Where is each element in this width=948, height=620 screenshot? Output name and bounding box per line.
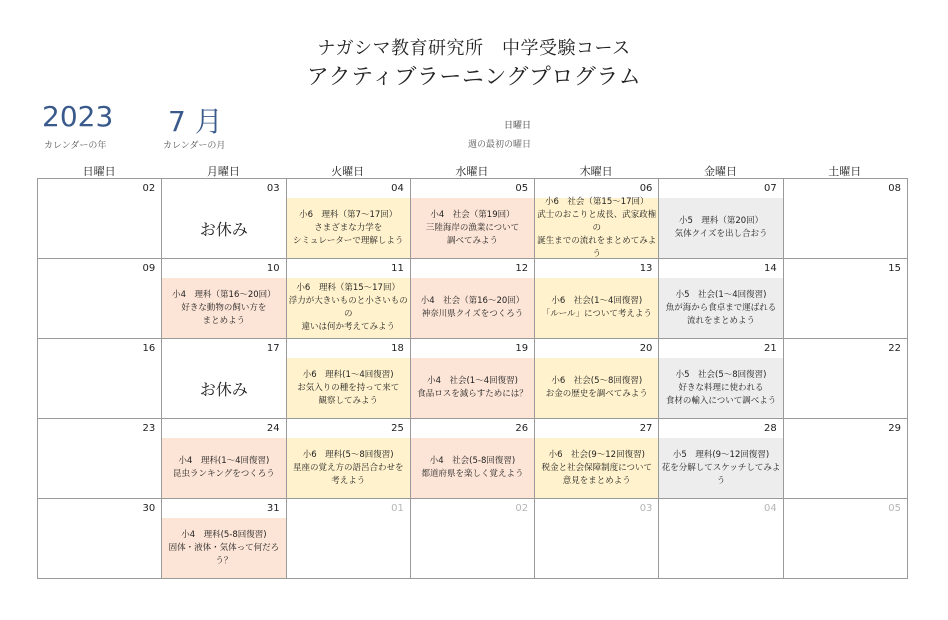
event-block bbox=[411, 278, 534, 338]
event-course: 小6 理科(1～4回復習) bbox=[302, 369, 394, 380]
day-number: 20 bbox=[639, 343, 653, 354]
day-cell[interactable] bbox=[287, 259, 411, 339]
day-number: 27 bbox=[639, 423, 653, 434]
event-description: 星座の覚え方の語呂合わせを bbox=[292, 462, 404, 473]
event-course: 小5 社会(5～8回復習) bbox=[675, 369, 767, 380]
day-number: 19 bbox=[515, 343, 529, 354]
event-description: 花を分解してスケッチしてみよう bbox=[661, 462, 781, 486]
event-description: 三陸海岸の漁業について bbox=[425, 222, 520, 233]
event-description: シミュレーターで理解しよう bbox=[293, 235, 404, 246]
event-block bbox=[162, 278, 285, 338]
day-cell[interactable] bbox=[162, 499, 286, 579]
day-number: 23 bbox=[142, 423, 156, 434]
event-description: 都道府県を楽しく覚えよう bbox=[421, 469, 524, 479]
event-description: まとめよう bbox=[202, 315, 246, 326]
event-block bbox=[162, 518, 285, 578]
day-cell[interactable] bbox=[659, 339, 783, 419]
event-course: 小6 理科（第15～17回） bbox=[296, 283, 400, 293]
event-description: お金の歴史を調べてみよう bbox=[545, 389, 648, 399]
day-number: 18 bbox=[391, 343, 404, 354]
day-cell[interactable] bbox=[162, 179, 286, 259]
day-cell[interactable] bbox=[535, 179, 659, 259]
day-number: 15 bbox=[888, 263, 901, 274]
day-number: 25 bbox=[391, 423, 404, 434]
day-cell[interactable] bbox=[287, 179, 411, 259]
day-cell[interactable] bbox=[659, 499, 783, 579]
event-block bbox=[287, 438, 410, 498]
holiday-label: お休み bbox=[199, 220, 248, 239]
event-block bbox=[659, 438, 782, 498]
day-cell[interactable] bbox=[38, 339, 162, 419]
day-number: 22 bbox=[888, 343, 901, 354]
event-block bbox=[659, 358, 782, 418]
day-number: 04 bbox=[391, 183, 404, 194]
day-number: 13 bbox=[639, 263, 653, 274]
day-number: 02 bbox=[142, 183, 156, 194]
program-subtitle: アクティブラーニングプログラム bbox=[306, 65, 642, 90]
calendar-month: 7 月 bbox=[168, 105, 223, 138]
event-block bbox=[411, 198, 534, 258]
event-course: 小4 社会(1～4回復習) bbox=[427, 376, 518, 386]
day-number: 24 bbox=[266, 423, 280, 434]
event-course: 小4 社会(5-8回復習) bbox=[429, 456, 516, 466]
day-number: 07 bbox=[763, 183, 777, 194]
day-number: 28 bbox=[763, 423, 777, 434]
weekday-wednesday: 水曜日 bbox=[455, 165, 489, 178]
day-cell[interactable] bbox=[38, 419, 162, 499]
day-cell[interactable] bbox=[535, 339, 659, 419]
event-block bbox=[535, 198, 658, 258]
event-block bbox=[659, 278, 782, 338]
day-number: 03 bbox=[266, 183, 280, 194]
event-description: 好きな動物の飼い方を bbox=[181, 302, 267, 313]
day-number: 16 bbox=[142, 343, 156, 354]
event-description: 固体・液体・気体って何だろう？ bbox=[168, 542, 280, 566]
event-description: 武士のおこりと成長、武家政権の bbox=[537, 209, 657, 233]
event-description: 意見をまとめよう bbox=[562, 475, 631, 486]
event-description: 誕生までの流れをまとめてみよう bbox=[537, 235, 657, 259]
day-cell[interactable] bbox=[162, 259, 286, 339]
day-number: 14 bbox=[763, 263, 777, 274]
day-cell[interactable] bbox=[411, 259, 535, 339]
event-course: 小6 理科(5～8回復習) bbox=[302, 449, 394, 460]
event-course: 小4 社会（第16～20回） bbox=[420, 296, 525, 306]
day-number: 02 bbox=[515, 503, 529, 514]
weekday-friday: 金曜日 bbox=[703, 165, 737, 178]
weekday-tuesday: 火曜日 bbox=[331, 165, 365, 178]
event-block bbox=[162, 438, 285, 498]
event-course: 小6 社会(9～12回復習) bbox=[548, 449, 645, 460]
day-cell[interactable] bbox=[659, 419, 783, 499]
day-number: 09 bbox=[142, 263, 156, 274]
calendar-grid bbox=[37, 178, 908, 579]
event-description: 気体クイズを出し合おう bbox=[674, 229, 768, 239]
day-cell[interactable] bbox=[411, 499, 535, 579]
event-block bbox=[287, 278, 410, 338]
day-cell[interactable] bbox=[784, 179, 908, 259]
day-cell[interactable] bbox=[38, 179, 162, 259]
day-number: 26 bbox=[515, 423, 529, 434]
event-course: 小5 理科(9～12回復習) bbox=[672, 449, 770, 460]
event-block bbox=[535, 278, 658, 338]
event-description: 税金と社会保障制度について bbox=[541, 462, 652, 473]
event-block bbox=[411, 358, 534, 418]
event-description: 食材の輸入について調べよう bbox=[665, 395, 777, 406]
day-number: 03 bbox=[639, 503, 653, 514]
day-number: 04 bbox=[763, 503, 777, 514]
event-course: 小6 理科（第7～17回） bbox=[299, 209, 398, 220]
day-number: 05 bbox=[515, 183, 529, 194]
day-number: 10 bbox=[266, 263, 280, 274]
event-course: 小4 理科(1～4回復習) bbox=[178, 456, 270, 466]
day-number: 21 bbox=[763, 343, 777, 354]
event-course: 小6 社会（第15～17回） bbox=[545, 196, 649, 207]
event-course: 小5 社会(1～4回復習) bbox=[675, 289, 767, 300]
event-description: お気入りの種を持って来て bbox=[297, 382, 400, 393]
day-cell[interactable] bbox=[287, 339, 411, 419]
weekday-monday: 月曜日 bbox=[206, 165, 240, 178]
day-number: 17 bbox=[266, 343, 280, 354]
event-description: 食品ロスを減らすためには？ bbox=[417, 389, 528, 399]
event-description: 魚が海から食卓まで運ばれる bbox=[665, 302, 777, 313]
event-course: 小4 社会（第19回） bbox=[430, 209, 515, 220]
program-title: ナガシマ教育研究所 中学受験コース bbox=[317, 38, 631, 59]
event-block bbox=[287, 358, 410, 418]
calendar-year-caption: カレンダーの年 bbox=[44, 141, 107, 151]
event-description: 違いは何か考えてみよう bbox=[301, 322, 395, 332]
day-number: 29 bbox=[888, 423, 901, 434]
week-start-value: 日曜日 bbox=[504, 121, 532, 131]
event-description: 浮力が大きいものと小さいものの bbox=[288, 296, 408, 319]
event-course: 小4 理科（第16～20回） bbox=[172, 289, 276, 300]
holiday-label: お休み bbox=[199, 380, 248, 399]
day-cell[interactable] bbox=[659, 259, 783, 339]
event-block bbox=[287, 198, 410, 258]
day-cell[interactable] bbox=[784, 339, 908, 419]
day-cell[interactable] bbox=[784, 419, 908, 499]
event-block bbox=[535, 438, 658, 498]
calendar-year: 2023 bbox=[42, 100, 114, 133]
weekday-header-row bbox=[37, 163, 907, 179]
event-description: さまざまな力学を bbox=[314, 222, 383, 233]
day-cell[interactable] bbox=[535, 499, 659, 579]
day-number: 08 bbox=[888, 183, 901, 194]
day-cell[interactable] bbox=[535, 259, 659, 339]
event-description: 流れをまとめよう bbox=[687, 315, 756, 326]
event-course: 小4 理科(5-8回復習) bbox=[181, 529, 267, 540]
event-description: 調べてみよう bbox=[446, 235, 498, 246]
day-cell[interactable] bbox=[411, 339, 535, 419]
day-cell[interactable] bbox=[162, 419, 286, 499]
event-block bbox=[659, 198, 782, 258]
day-cell[interactable] bbox=[162, 339, 286, 419]
day-cell[interactable] bbox=[784, 499, 908, 579]
day-cell[interactable] bbox=[784, 259, 908, 339]
event-description: 好きな料理に使われる bbox=[678, 382, 764, 393]
calendar-month-caption: カレンダーの月 bbox=[163, 141, 226, 151]
event-block bbox=[535, 358, 658, 418]
event-description: 昆虫ランキングをつくろう bbox=[173, 469, 275, 479]
day-number: 30 bbox=[142, 503, 156, 514]
event-description: 考えよう bbox=[331, 475, 366, 486]
event-course: 小5 理科（第20回） bbox=[678, 216, 764, 226]
weekday-thursday: 木曜日 bbox=[579, 165, 613, 178]
day-cell[interactable] bbox=[411, 419, 535, 499]
day-number: 06 bbox=[639, 183, 653, 194]
event-description: 「ルール」について考えよう bbox=[541, 309, 652, 319]
day-cell[interactable] bbox=[535, 419, 659, 499]
event-description: 観察してみよう bbox=[318, 395, 378, 406]
event-course: 小6 社会(5～8回復習) bbox=[551, 376, 643, 386]
day-number: 12 bbox=[515, 263, 529, 274]
event-block bbox=[411, 438, 534, 498]
day-cell[interactable] bbox=[287, 419, 411, 499]
weekday-sunday: 日曜日 bbox=[82, 165, 116, 178]
day-cell[interactable] bbox=[38, 499, 162, 579]
weekday-saturday: 土曜日 bbox=[828, 165, 862, 178]
day-cell[interactable] bbox=[287, 499, 411, 579]
day-number: 31 bbox=[266, 503, 280, 514]
day-number: 01 bbox=[391, 503, 404, 514]
day-cell[interactable] bbox=[38, 259, 162, 339]
day-cell[interactable] bbox=[659, 179, 783, 259]
event-description: 神奈川県クイズをつくろう bbox=[421, 309, 524, 319]
day-number: 05 bbox=[888, 503, 901, 514]
event-course: 小6 社会(1～4回復習) bbox=[551, 296, 643, 306]
day-number: 11 bbox=[391, 263, 404, 274]
week-start-caption: 週の最初の曜日 bbox=[468, 140, 532, 150]
day-cell[interactable] bbox=[411, 179, 535, 259]
